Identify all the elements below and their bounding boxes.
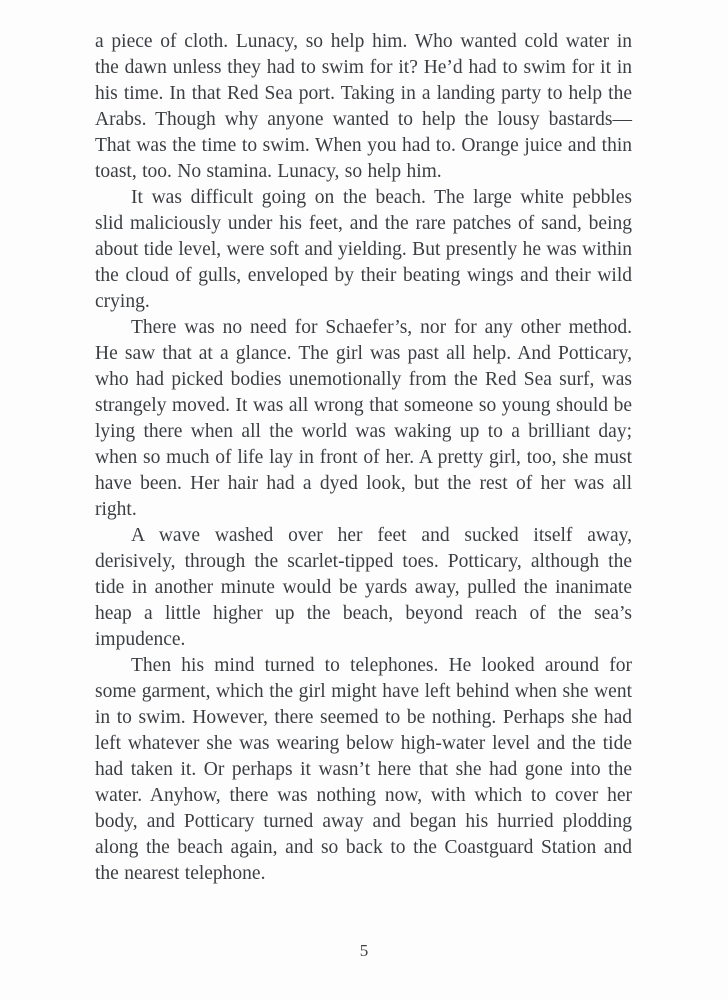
page-text-block <box>95 29 632 887</box>
paragraph: There was no need for Schaefer’s, nor for any other method. He saw that at a glance. The girl was past all help. And Potticary, who had picked bodies unemotionally from the Red Sea surf, was strangely moved. It was all wrong that someone so young should be lying there when all the world was waking up to a brilliant day; when so much of life lay in front of her. A pretty girl, too, she must have been. Her hair had a dyed look, but the rest of her was all right. <box>95 317 632 520</box>
paragraph: Then his mind turned to telephones. He looked around for some garment, which the girl might have left behind when she went in to swim. However, there seemed to be nothing. Perhaps she had left whatever she was wearing below high-water level and the tide had taken it. Or perhaps it wasn’t here that she had gone into the water. Anyhow, there was nothing now, with which to cover her body, and Potticary turned away and began his hurried plodding along the beach again, and so back to the Coastguard Station and the nearest telephone. <box>95 655 632 884</box>
page-number: 5 <box>359 941 369 960</box>
paragraph: It was difficult going on the beach. The large white pebbles slid maliciously under his feet, and the rare patches of sand, being about tide level, were soft and yielding. But presently he was within the cloud of gulls, enveloped by their beating wings and their wild crying. <box>95 187 632 312</box>
paragraph: A wave washed over her feet and sucked itself away, derisively, through the scarlet-tipped toes. Potticary, although the tide in another minute would be yards away, pulled the inanimate heap a little higher up the beach, beyond reach of the sea’s impudence. <box>95 525 632 650</box>
paragraph: a piece of cloth. Lunacy, so help him. Who wanted cold water in the dawn unless they had to swim for it? He’d had to swim for it in his time. In that Red Sea port. Taking in a landing party to help the Arabs. Though why anyone wanted to help the lousy bastards—That was the time to swim. When you had to. Orange juice and thin toast, too. No stamina. Lunacy, so help him. <box>95 31 632 182</box>
